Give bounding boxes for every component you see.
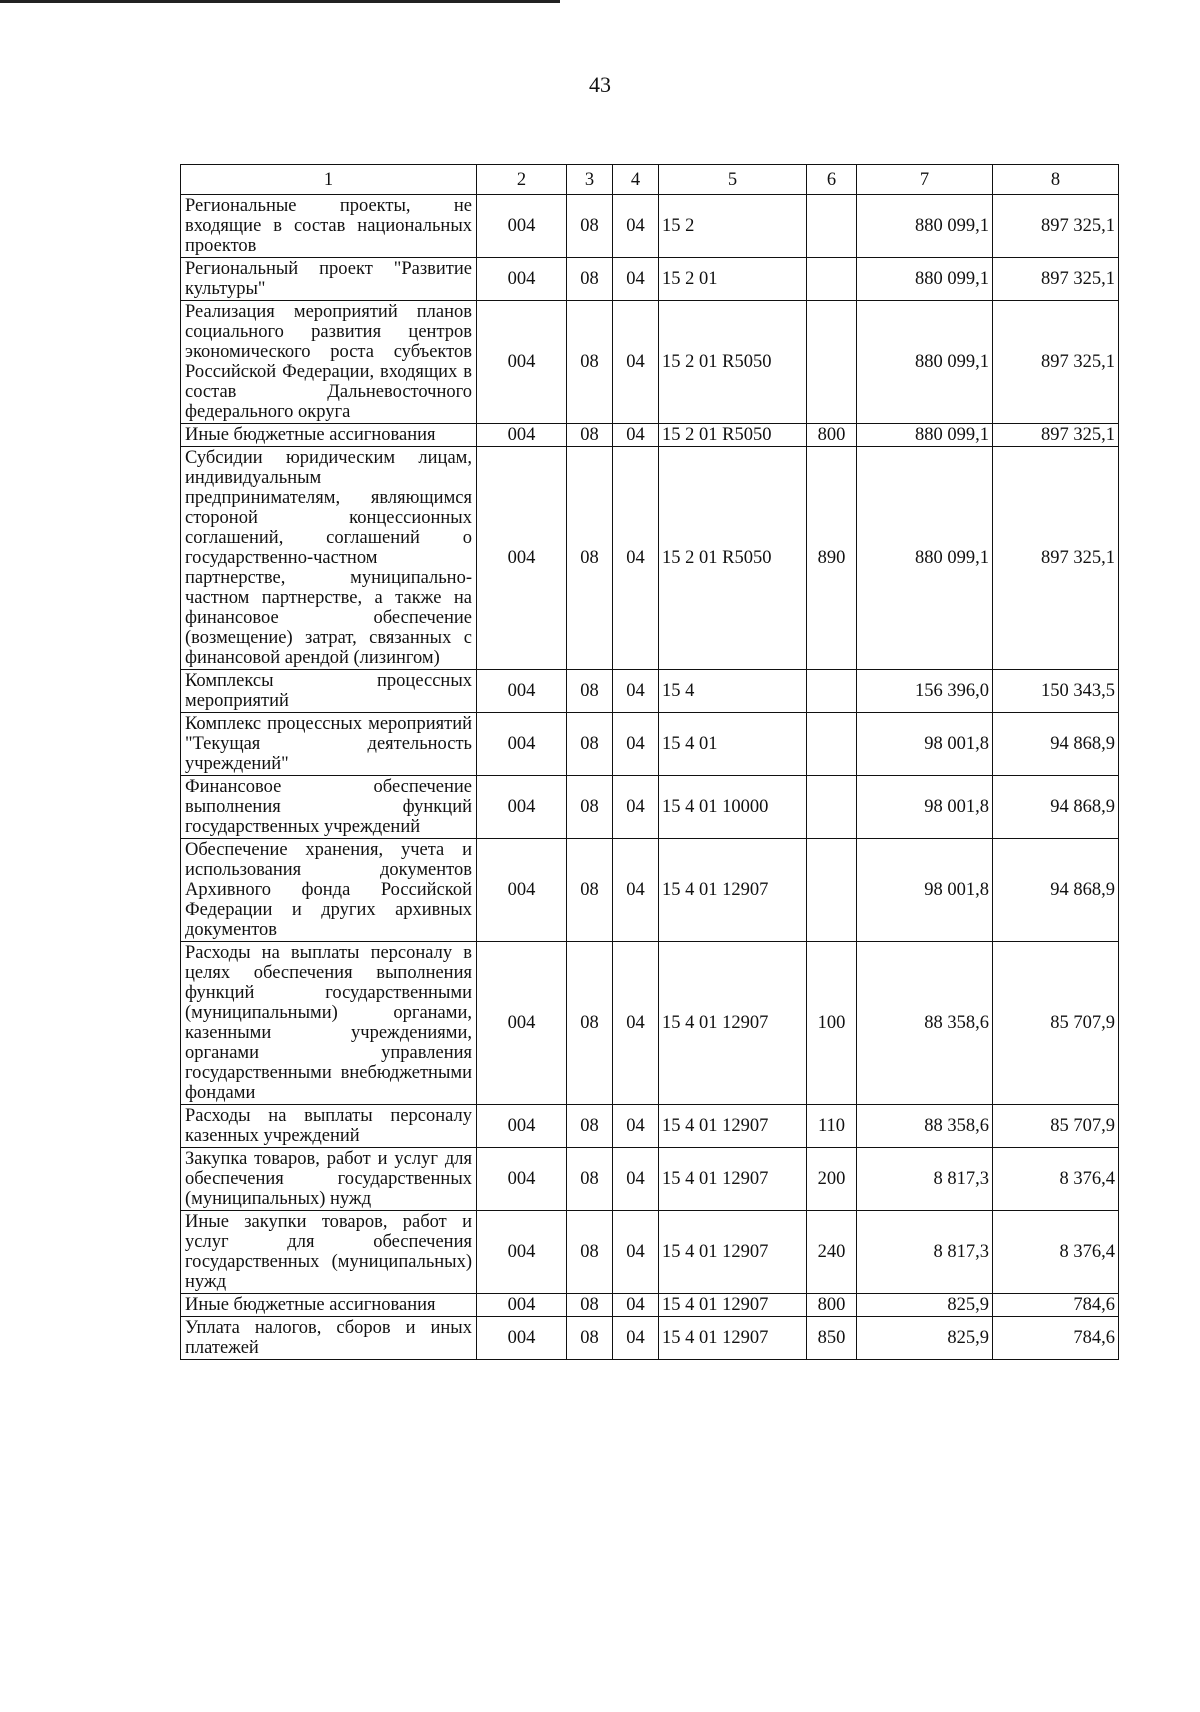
- expense-type-cell: [807, 258, 857, 301]
- target-article-cell: 15 4 01 12907: [659, 1105, 807, 1148]
- expense-type-cell: 110: [807, 1105, 857, 1148]
- ministry-code-cell: 004: [477, 1105, 567, 1148]
- section-code-cell: 08: [567, 195, 613, 258]
- section-code-cell: 08: [567, 776, 613, 839]
- section-code-cell: 08: [567, 1294, 613, 1317]
- ministry-code-cell: 004: [477, 258, 567, 301]
- table-row: [181, 195, 1119, 258]
- amount-year1-cell: 8 817,3: [857, 1148, 993, 1211]
- amount-year2-cell: 897 325,1: [993, 447, 1119, 670]
- row-name-cell: Уплата налогов, сборов и иных платежей: [181, 1317, 477, 1360]
- subsection-code-cell: 04: [613, 1105, 659, 1148]
- amount-year2-cell: 85 707,9: [993, 942, 1119, 1105]
- amount-year2-cell: 94 868,9: [993, 776, 1119, 839]
- table-row: [181, 1317, 1119, 1360]
- expense-type-cell: 100: [807, 942, 857, 1105]
- amount-year1-cell: 8 817,3: [857, 1211, 993, 1294]
- amount-year2-cell: 8 376,4: [993, 1211, 1119, 1294]
- row-name-cell: Иные закупки товаров, работ и услуг для обеспечения государственных (муниципальных) нужд: [181, 1211, 477, 1294]
- section-code-cell: 08: [567, 1317, 613, 1360]
- amount-year2-cell: 897 325,1: [993, 195, 1119, 258]
- ministry-code-cell: 004: [477, 1294, 567, 1317]
- column-header: 4: [613, 165, 659, 195]
- target-article-cell: 15 4 01 12907: [659, 1211, 807, 1294]
- amount-year2-cell: 897 325,1: [993, 424, 1119, 447]
- expense-type-cell: [807, 670, 857, 713]
- subsection-code-cell: 04: [613, 301, 659, 424]
- column-header: 2: [477, 165, 567, 195]
- table-row: [181, 1211, 1119, 1294]
- column-header: 1: [181, 165, 477, 195]
- ministry-code-cell: 004: [477, 447, 567, 670]
- amount-year2-cell: 897 325,1: [993, 301, 1119, 424]
- ministry-code-cell: 004: [477, 1211, 567, 1294]
- section-code-cell: 08: [567, 1105, 613, 1148]
- amount-year1-cell: 880 099,1: [857, 424, 993, 447]
- table-row: [181, 942, 1119, 1105]
- target-article-cell: 15 2 01 R5050: [659, 424, 807, 447]
- section-code-cell: 08: [567, 447, 613, 670]
- target-article-cell: 15 4 01 10000: [659, 776, 807, 839]
- table-row: [181, 1294, 1119, 1317]
- amount-year1-cell: 880 099,1: [857, 195, 993, 258]
- row-name-cell: Комплекс процессных мероприятий "Текущая деятельность учреждений": [181, 713, 477, 776]
- amount-year1-cell: 98 001,8: [857, 839, 993, 942]
- row-name-cell: Закупка товаров, работ и услуг для обеспечения государственных (муниципальных) нужд: [181, 1148, 477, 1211]
- subsection-code-cell: 04: [613, 776, 659, 839]
- column-header: 6: [807, 165, 857, 195]
- amount-year2-cell: 784,6: [993, 1317, 1119, 1360]
- section-code-cell: 08: [567, 301, 613, 424]
- ministry-code-cell: 004: [477, 713, 567, 776]
- amount-year1-cell: 88 358,6: [857, 1105, 993, 1148]
- budget-table: [180, 164, 1119, 1360]
- table-row: [181, 1105, 1119, 1148]
- target-article-cell: 15 4 01 12907: [659, 839, 807, 942]
- section-code-cell: 08: [567, 258, 613, 301]
- table-row: [181, 301, 1119, 424]
- row-name-cell: Региональный проект "Развитие культуры": [181, 258, 477, 301]
- expense-type-cell: 200: [807, 1148, 857, 1211]
- section-code-cell: 08: [567, 713, 613, 776]
- scan-edge-artifact: [0, 0, 560, 3]
- table-row: [181, 670, 1119, 713]
- table-row: [181, 839, 1119, 942]
- row-name-cell: Расходы на выплаты персоналу казенных учреждений: [181, 1105, 477, 1148]
- row-name-cell: Финансовое обеспечение выполнения функций государственных учреждений: [181, 776, 477, 839]
- amount-year2-cell: 150 343,5: [993, 670, 1119, 713]
- table-row: [181, 258, 1119, 301]
- subsection-code-cell: 04: [613, 1317, 659, 1360]
- ministry-code-cell: 004: [477, 1317, 567, 1360]
- target-article-cell: 15 2: [659, 195, 807, 258]
- expense-type-cell: [807, 839, 857, 942]
- row-name-cell: Иные бюджетные ассигнования: [181, 424, 477, 447]
- target-article-cell: 15 4 01: [659, 713, 807, 776]
- section-code-cell: 08: [567, 670, 613, 713]
- subsection-code-cell: 04: [613, 1294, 659, 1317]
- expense-type-cell: 890: [807, 447, 857, 670]
- expense-type-cell: 800: [807, 424, 857, 447]
- amount-year2-cell: 784,6: [993, 1294, 1119, 1317]
- section-code-cell: 08: [567, 1148, 613, 1211]
- table-row: [181, 1148, 1119, 1211]
- table-row: [181, 424, 1119, 447]
- amount-year2-cell: 94 868,9: [993, 713, 1119, 776]
- amount-year1-cell: 880 099,1: [857, 447, 993, 670]
- expense-type-cell: 800: [807, 1294, 857, 1317]
- section-code-cell: 08: [567, 1211, 613, 1294]
- ministry-code-cell: 004: [477, 1148, 567, 1211]
- column-header: 8: [993, 165, 1119, 195]
- amount-year1-cell: 825,9: [857, 1317, 993, 1360]
- amount-year1-cell: 88 358,6: [857, 942, 993, 1105]
- expense-type-cell: [807, 301, 857, 424]
- section-code-cell: 08: [567, 942, 613, 1105]
- expense-type-cell: 240: [807, 1211, 857, 1294]
- row-name-cell: Субсидии юридическим лицам, индивидуальным предпринимателям, являющимся стороной концессионных соглашений, соглашений о государственно-частном партнерстве, муниципально-частном партнерстве, а также на финансовое обеспечение (возмещение) затрат, связанных с финансовой арендой (лизингом): [181, 447, 477, 670]
- target-article-cell: 15 4: [659, 670, 807, 713]
- ministry-code-cell: 004: [477, 195, 567, 258]
- amount-year1-cell: 98 001,8: [857, 776, 993, 839]
- column-header: 5: [659, 165, 807, 195]
- section-code-cell: 08: [567, 839, 613, 942]
- amount-year1-cell: 156 396,0: [857, 670, 993, 713]
- table-row: [181, 776, 1119, 839]
- row-name-cell: Обеспечение хранения, учета и использования документов Архивного фонда Российской Федерации и других архивных документов: [181, 839, 477, 942]
- amount-year1-cell: 98 001,8: [857, 713, 993, 776]
- target-article-cell: 15 4 01 12907: [659, 942, 807, 1105]
- amount-year2-cell: 94 868,9: [993, 839, 1119, 942]
- expense-type-cell: [807, 776, 857, 839]
- amount-year1-cell: 880 099,1: [857, 301, 993, 424]
- subsection-code-cell: 04: [613, 942, 659, 1105]
- ministry-code-cell: 004: [477, 424, 567, 447]
- column-header: 3: [567, 165, 613, 195]
- table-row: [181, 713, 1119, 776]
- ministry-code-cell: 004: [477, 670, 567, 713]
- target-article-cell: 15 2 01: [659, 258, 807, 301]
- ministry-code-cell: 004: [477, 942, 567, 1105]
- target-article-cell: 15 2 01 R5050: [659, 447, 807, 670]
- target-article-cell: 15 4 01 12907: [659, 1294, 807, 1317]
- amount-year2-cell: 8 376,4: [993, 1148, 1119, 1211]
- subsection-code-cell: 04: [613, 670, 659, 713]
- row-name-cell: Расходы на выплаты персоналу в целях обеспечения выполнения функций государственными (муниципальными) органами, казенными учреждениями, органами управления государственными внебюджетными фондами: [181, 942, 477, 1105]
- amount-year1-cell: 880 099,1: [857, 258, 993, 301]
- subsection-code-cell: 04: [613, 1148, 659, 1211]
- row-name-cell: Комплексы процессных мероприятий: [181, 670, 477, 713]
- table-header-row: [181, 165, 1119, 195]
- subsection-code-cell: 04: [613, 839, 659, 942]
- row-name-cell: Иные бюджетные ассигнования: [181, 1294, 477, 1317]
- row-name-cell: Региональные проекты, не входящие в состав национальных проектов: [181, 195, 477, 258]
- page-number: 43: [589, 72, 611, 97]
- table-row: [181, 447, 1119, 670]
- target-article-cell: 15 4 01 12907: [659, 1317, 807, 1360]
- subsection-code-cell: 04: [613, 195, 659, 258]
- target-article-cell: 15 2 01 R5050: [659, 301, 807, 424]
- subsection-code-cell: 04: [613, 424, 659, 447]
- ministry-code-cell: 004: [477, 839, 567, 942]
- target-article-cell: 15 4 01 12907: [659, 1148, 807, 1211]
- amount-year2-cell: 897 325,1: [993, 258, 1119, 301]
- subsection-code-cell: 04: [613, 1211, 659, 1294]
- subsection-code-cell: 04: [613, 447, 659, 670]
- ministry-code-cell: 004: [477, 776, 567, 839]
- row-name-cell: Реализация мероприятий планов социального развития центров экономического роста субъектов Российской Федерации, входящих в состав Дальневосточного федерального округа: [181, 301, 477, 424]
- subsection-code-cell: 04: [613, 258, 659, 301]
- section-code-cell: 08: [567, 424, 613, 447]
- expense-type-cell: [807, 195, 857, 258]
- expense-type-cell: [807, 713, 857, 776]
- expense-type-cell: 850: [807, 1317, 857, 1360]
- amount-year1-cell: 825,9: [857, 1294, 993, 1317]
- amount-year2-cell: 85 707,9: [993, 1105, 1119, 1148]
- column-header: 7: [857, 165, 993, 195]
- ministry-code-cell: 004: [477, 301, 567, 424]
- subsection-code-cell: 04: [613, 713, 659, 776]
